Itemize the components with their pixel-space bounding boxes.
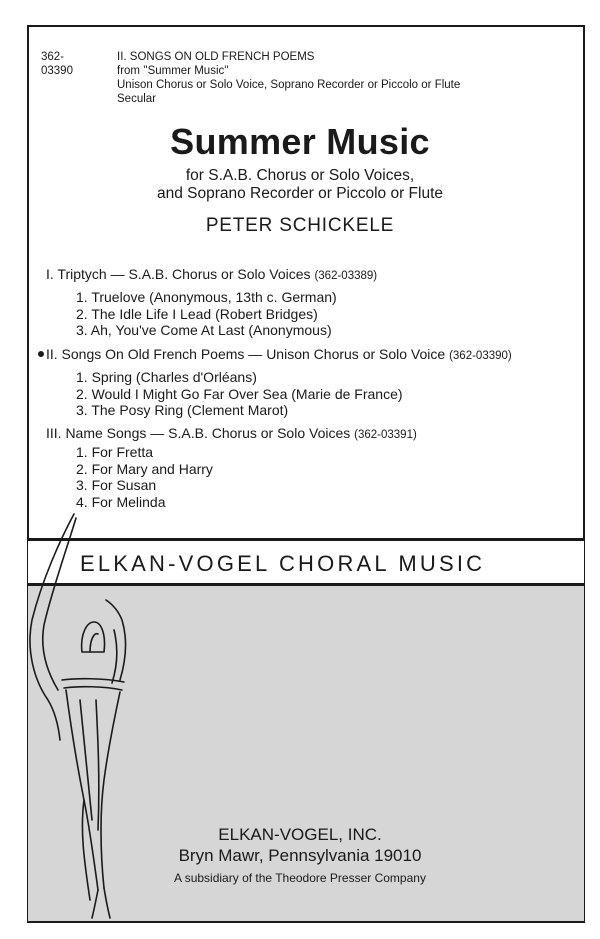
list-item: 2. For Mary and Harry [76, 460, 213, 477]
publisher-subsidiary: A subsidiary of the Theodore Presser Company [174, 871, 426, 885]
list-item: 1. For Fretta [76, 444, 154, 460]
list-item: 1. Truelove (Anonymous, 13th c. German) [76, 289, 337, 305]
work-title: Summer Music [170, 121, 430, 162]
publisher-address: Bryn Mawr, Pennsylvania 19010 [178, 846, 422, 865]
header-line: from ''Summer Music'' [117, 65, 229, 77]
header-line: Secular [117, 93, 156, 105]
series-banner-text: ELKAN-VOGEL CHORAL MUSIC [80, 551, 486, 576]
header-line: Unison Chorus or Solo Voice, Soprano Recorder or Piccolo or Flute [117, 79, 461, 91]
publisher-block [0, 825, 600, 887]
list-item: 3. For Susan [76, 477, 157, 493]
composer-name: PETER SCHICKELE [205, 215, 395, 236]
list-item: 3. The Posy Ring (Clement Marot) [76, 402, 289, 418]
list-item: 2. The Idle Life I Lead (Robert Bridges) [76, 305, 318, 322]
publisher-name: ELKAN-VOGEL, INC. [218, 825, 382, 844]
section-heading-text: III. Name Songs — S.A.B. Chorus or Solo Voices [46, 425, 351, 441]
header-line: II. SONGS ON OLD FRENCH POEMS [117, 51, 315, 63]
section-catalog-number: (362-03389) [314, 270, 378, 282]
list-item: 4. For Melinda [76, 493, 166, 510]
list-item: 1. Spring (Charles d'Orléans) [76, 369, 257, 385]
subtitle-line: for S.A.B. Chorus or Solo Voices, [185, 167, 415, 184]
section-catalog-number: (362-03391) [354, 429, 417, 441]
section-heading-text: I. Triptych — S.A.B. Chorus or Solo Voices [46, 266, 311, 282]
subtitle-line: and Soprano Recorder or Piccolo or Flute [156, 185, 444, 202]
list-item: 3. Ah, You've Come At Last (Anonymous) [76, 322, 332, 338]
section-catalog-number: (362-03390) [449, 350, 512, 362]
list-item: 2. Would I Might Go Far Over Sea (Marie de France) [76, 385, 403, 402]
catalog-code: 362-03390 [41, 51, 73, 77]
section-heading-text: II. Songs On Old French Poems — Unison Chorus or Solo Voice [46, 346, 446, 362]
